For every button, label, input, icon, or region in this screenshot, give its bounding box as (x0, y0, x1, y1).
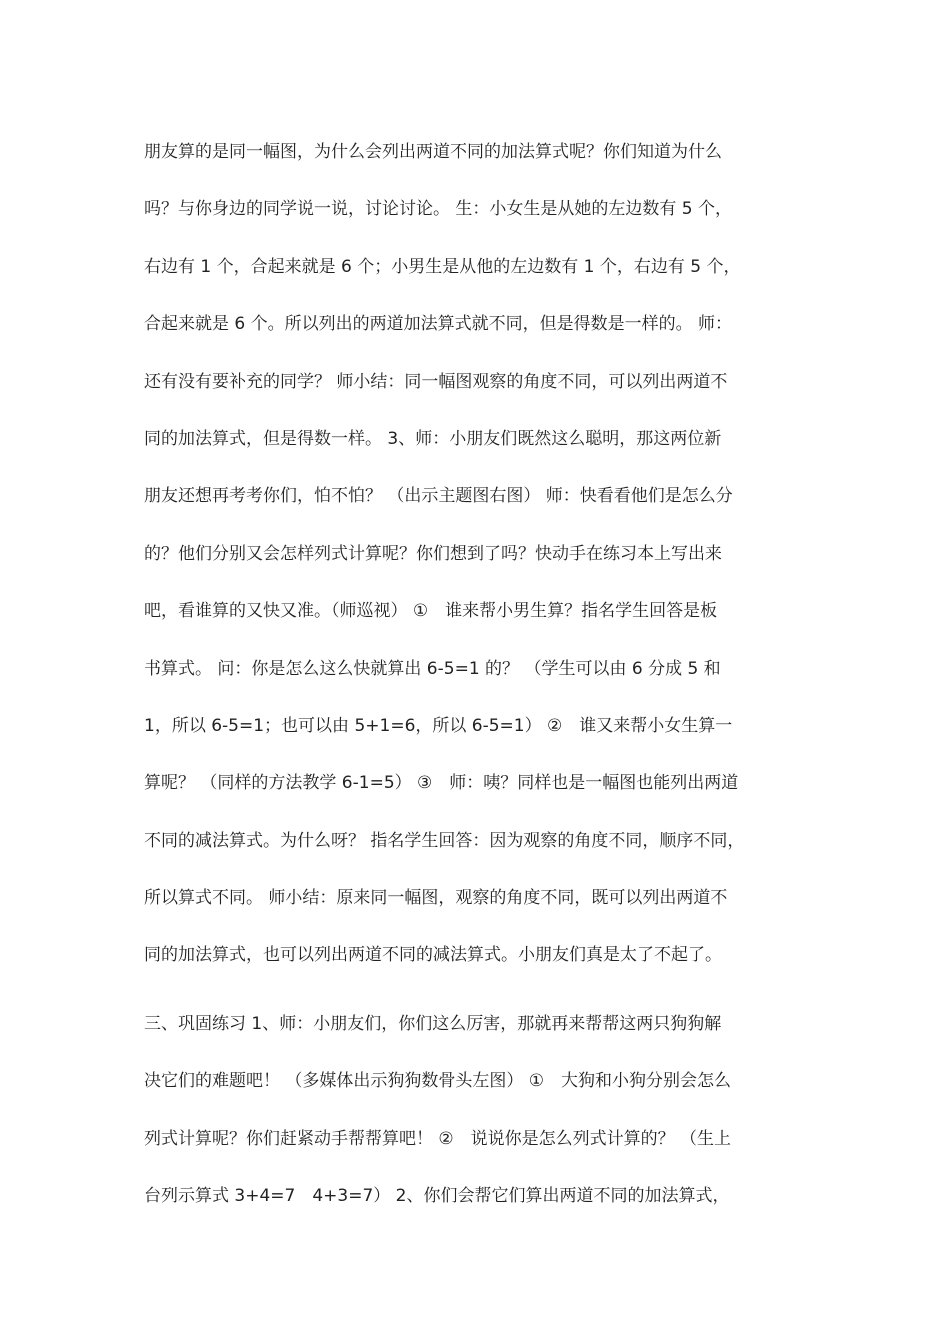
text-line: 的？他们分别又会怎样列式计算呢？你们想到了吗？快动手在练习本上写出来 (144, 543, 722, 564)
text-line: 朋友算的是同一幅图，为什么会列出两道不同的加法算式呢？你们知道为什么 (144, 142, 722, 162)
text-line: 吗？与你身边的同学说一说，讨论讨论。 生：小女生是从她的左边数有 5 个， (144, 199, 733, 220)
text-line: 合起来就是 6 个。所以列出的两道加法算式就不同，但是得数是一样的。 师： (144, 314, 733, 335)
text-line: 决它们的难题吧！ （多媒体出示狗狗数骨头左图） ① 大狗和小狗分别会怎么 (144, 1071, 732, 1092)
text-line: 同的加法算式，但是得数一样。 3、师：小朋友们既然这么聪明，那这两位新 (144, 428, 722, 449)
text-line: 列式计算呢？你们赶紧动手帮帮算吧！ ② 说说你是怎么列式计算的？ （生上 (144, 1128, 732, 1149)
text-line: 台列示算式 3+4=7 4+3=7） 2、你们会帮它们算出两道不同的加法算式， (144, 1186, 730, 1207)
paragraph-2 (144, 1009, 824, 1239)
text-line: 算呢？ （同样的方法教学 6-1=5） ③ 师：咦？同样也是一幅图也能列出两道 (144, 773, 739, 794)
text-line: 不同的减法算式。为什么呀？ 指名学生回答：因为观察的角度不同，顺序不同， (144, 830, 745, 851)
text-line: 同的加法算式，也可以列出两道不同的减法算式。小朋友们真是太了不起了。 (144, 945, 722, 966)
text-line: 还有没有要补充的同学？ 师小结：同一幅图观察的角度不同，可以列出两道不 (144, 371, 728, 392)
text-line: 吧，看谁算的又快又准。（师巡视） ① 谁来帮小男生算？指名学生回答是板 (144, 601, 718, 622)
text-line: 朋友还想再考考你们，怕不怕？ （出示主题图右图） 师：快看看他们是怎么分 (144, 486, 733, 507)
text-line: 所以算式不同。 师小结：原来同一幅图，观察的角度不同，既可以列出两道不 (144, 888, 728, 909)
paragraph-1 (144, 137, 824, 998)
text-line: 右边有 1 个，合起来就是 6 个；小男生是从他的左边数有 1 个，右边有 5 个， (144, 256, 741, 277)
text-line: 三、巩固练习 1、师：小朋友们，你们这么厉害，那就再来帮帮这两只狗狗解 (144, 1014, 722, 1034)
text-line: 书算式。 问：你是怎么这么快就算出 6-5=1 的？ （学生可以由 6 分成 5 和 (144, 658, 721, 679)
text-line: 1，所以 6-5=1；也可以由 5+1=6，所以 6-5=1） ② 谁又来帮小女生算一 (144, 715, 733, 736)
